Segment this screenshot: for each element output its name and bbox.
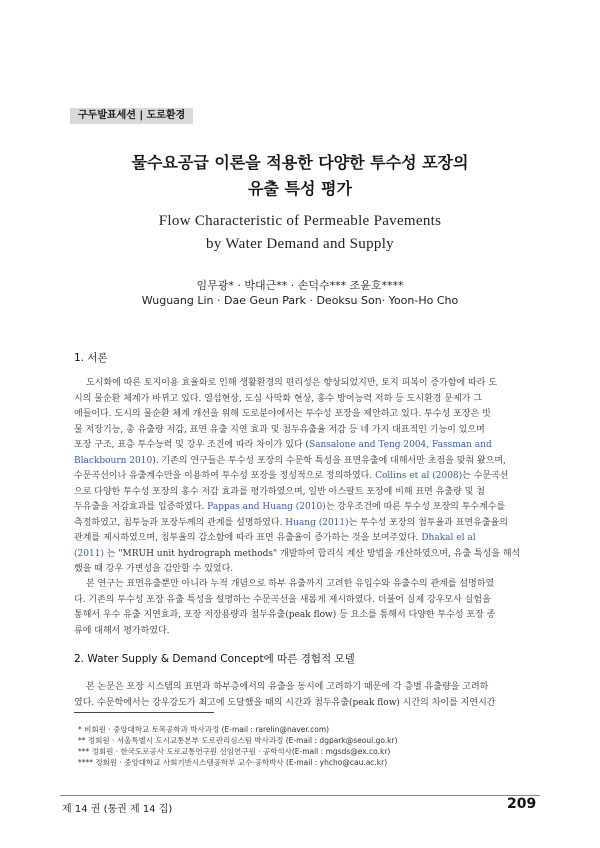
text-segment: 포장 구조, 표층 투수능력 및 강우 조건에 따라 차이가 있다 ( xyxy=(74,440,309,450)
citation-link[interactable]: Dhakal el al xyxy=(421,533,476,543)
text-line xyxy=(74,376,530,392)
volume-label: 제 14 권 (통권 제 14 집) xyxy=(62,804,173,815)
footnote-2: ** 정회원 · 서울특별시 도시교통본부 도로관리심스팀 박사과정 (E-mail : dgpark@seoul.go.kr) xyxy=(78,736,398,745)
text-segment: 통해서 우수 유출 지연효과, 포장 저장용량과 첨두유출(peak flow) 등 요소를 통해서 다양한 투수성 포장 종 xyxy=(74,610,496,620)
text-segment: 였다. 수문학에서는 강우강도가 최고에 도달했을 때의 시간과 첨두유출(peak flow) 시간의 차이를 지연시간 xyxy=(74,697,496,708)
text-segment: 는 수문곡선 xyxy=(462,471,509,481)
citation-link[interactable]: Blackbourn 2010 xyxy=(74,455,153,466)
text-segment: 관계를 제시하였으며, 침투율의 감소함에 따라 표면 유출율이 증가하는 것을 보여주었다. xyxy=(74,533,422,543)
text-line xyxy=(74,407,530,423)
footnote-4: **** 정회원 · 중앙대학교 사회기반시스템공학부 교수·공학박사 (E-mail : yhcho@cau.ac.kr) xyxy=(78,758,388,767)
authors-english: Wuguang Lin · Dae Geun Park · Deoksu Son· Yoon-Ho Cho xyxy=(141,294,459,307)
text-segment: 했을 때 강우 가변성을 감안할 수 있었다. xyxy=(74,564,234,574)
text-line xyxy=(74,680,530,696)
citation-link[interactable]: Collins et al (2008) xyxy=(375,471,463,481)
text-segment: 본 논문은 포장 시스템의 표면과 하부층에서의 유출을 동시에 고려하기 때문에 각 층별 유출량을 고려하 xyxy=(86,682,489,692)
text-segment: 는 "MRUH unit hydrograph methods" 개발하여 합리식 계산 방법을 개산하였으며, 유출 특성을 해석 xyxy=(103,548,521,559)
title-english-line-2: by Water Demand and Supply xyxy=(206,236,394,252)
section-2-heading: 2. Water Supply & Demand Concept에 따른 경험적 모델 xyxy=(74,653,355,665)
text-line xyxy=(74,438,530,454)
text-segment: 본 연구는 표면유출뿐만 아니라 누적 개념으로 하부 유출까지 고려한 유입수와 유출수의 관계를 설명하였 xyxy=(86,579,495,589)
section-2-paragraph xyxy=(74,680,530,711)
text-segment: 두유출을 저감효과를 입증하였다. xyxy=(74,502,208,512)
text-line xyxy=(74,469,530,485)
text-segment: 류에 대해서 평가하였다. xyxy=(74,625,170,636)
authors-korean: 임무광* · 박대근** · 손덕수*** 조윤호**** xyxy=(196,279,404,292)
footnote-divider xyxy=(74,712,214,713)
text-segment: 물 저장기능, 총 유출량 저감, 표면 유출 지연 효과 및 첨두유출율 저감 등 네 가지 대표적인 기능이 있으며 xyxy=(74,424,485,435)
text-line xyxy=(74,624,530,640)
text-segment: 도시화에 따른 토지이용 효율화로 인해 생활환경의 편리성은 향상되었지만, 토지 피복이 증가함에 따라 도 xyxy=(86,378,498,388)
text-line xyxy=(74,485,530,501)
text-segment: 다. 기존의 투수성 포장 유출 특성을 설명하는 수문곡선을 새롭게 제시하였다. 더불어 실제 강우모사 실험을 xyxy=(74,594,491,605)
text-line xyxy=(74,454,530,470)
title-korean-line-1: 물수요공급 이론을 적용한 다양한 투수성 포장의 xyxy=(131,153,469,172)
intro-paragraph-2 xyxy=(74,577,530,639)
session-tag: 구두발표세션 | 도로환경 xyxy=(70,108,193,124)
text-line xyxy=(74,516,530,532)
citation-link[interactable]: (2011) xyxy=(74,548,104,559)
title-korean-line-2: 유출 특성 평가 xyxy=(248,179,352,198)
text-line xyxy=(74,562,530,578)
text-line xyxy=(74,423,530,439)
footnote-3: *** 정회원 · 한국도로공사 도로교통연구원 선임연구원 · 공학석사(E-mail : mgsds@ex.co.kr) xyxy=(78,747,391,756)
text-line xyxy=(74,531,530,547)
text-line xyxy=(74,696,530,712)
text-line xyxy=(74,500,530,516)
footer-divider xyxy=(60,795,540,796)
text-line xyxy=(74,593,530,609)
text-segment: 에들이다. 도시의 물순환 체계 개선을 위해 도로분야에서는 투수성 포장을 제안하고 있다. 투수성 포장은 빗 xyxy=(74,409,491,419)
page-number: 209 xyxy=(507,796,537,812)
text-line xyxy=(74,547,530,563)
section-1-heading: 1. 서론 xyxy=(74,352,108,364)
text-line xyxy=(74,608,530,624)
text-line xyxy=(74,577,530,593)
title-english-line-1: Flow Characteristic of Permeable Pavements xyxy=(158,213,442,229)
citation-link[interactable]: Huang (2011) xyxy=(285,517,349,528)
text-segment: 으로 다양한 투수성 포장의 홍수 저감 효과를 평가하였으며, 일반 아스팔트 포장에 비해 표면 유출량 및 첨 xyxy=(74,486,485,497)
intro-paragraph-1 xyxy=(74,376,530,578)
citation-link[interactable]: Sansalone and Teng 2004, Fassman and xyxy=(308,440,492,450)
text-segment: 시의 물순환 체계가 바뀌고 있다. 열섬현상, 도심 사막화 현상, 홍수 방어능력 저하 등 도시환경 문제가 그 xyxy=(74,393,482,404)
text-line xyxy=(74,392,530,408)
text-segment: 수문곡선이나 유출계수만을 이용하여 투수성 포장을 정성적으로 정의하였다. xyxy=(74,471,376,481)
text-segment: 는 강우조건에 따른 투수성 포장의 투수계수를 xyxy=(325,502,506,512)
text-segment: 측정하였고, 침투능과 포장두께의 관계를 설명하였다. xyxy=(74,517,286,528)
citation-link[interactable]: Pappas and Huang (2010) xyxy=(207,502,326,512)
footnote-1: * 비회원 · 중앙대학교 토목공학과 박사과정 (E-mail : rarelin@naver.com) xyxy=(78,725,330,734)
text-segment: ). 기존의 연구들은 투수성 포장의 수문학 특성을 표면유출에 대해서만 초점을 맞춰 왔으며, xyxy=(152,455,506,466)
text-segment: 는 투수성 포장의 첨투율과 표면유출율의 xyxy=(348,517,508,528)
